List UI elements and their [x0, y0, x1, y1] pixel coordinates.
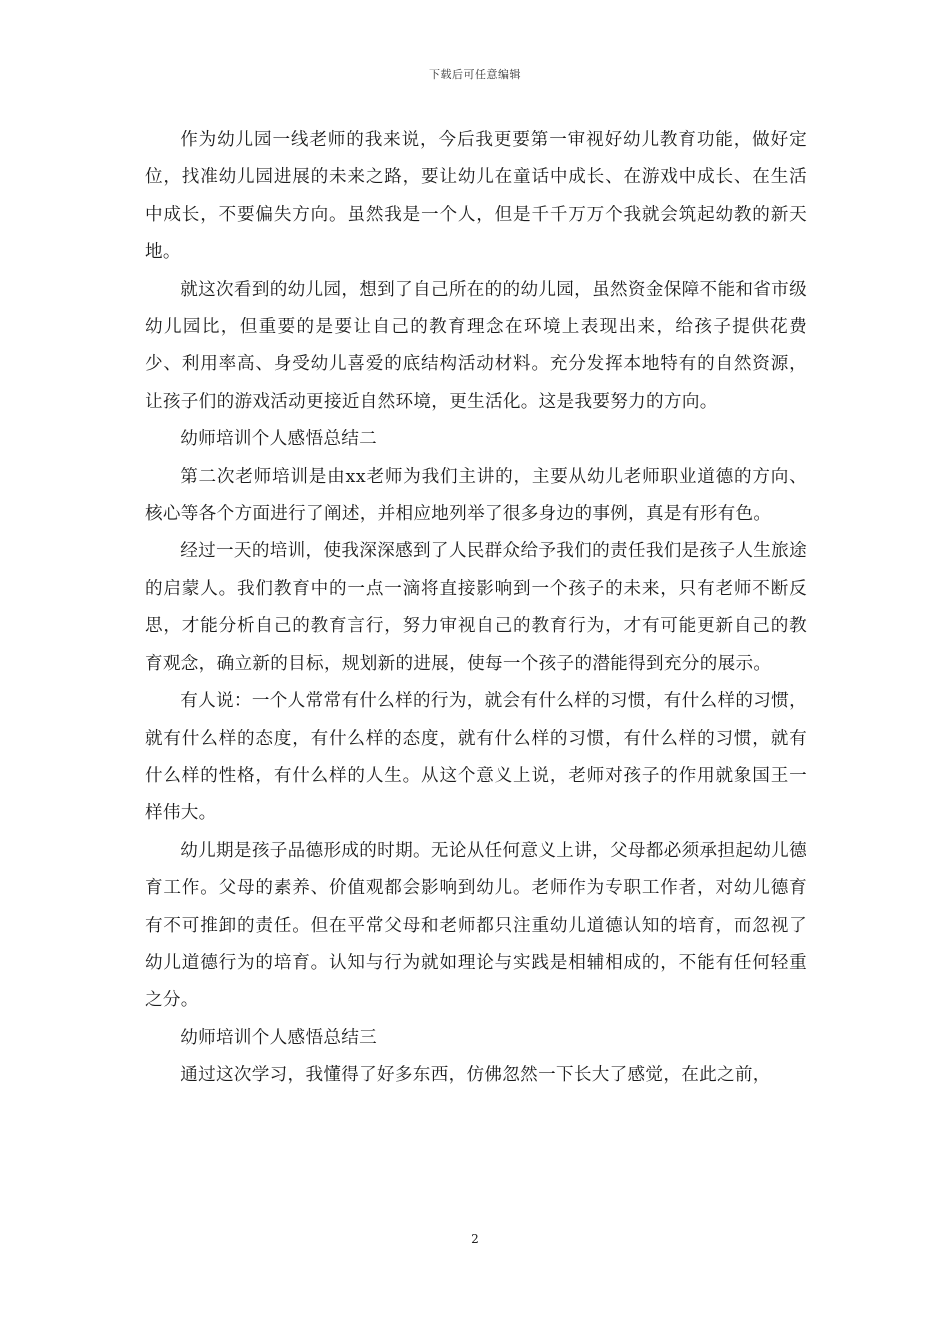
document-body	[145, 122, 807, 1095]
paragraph: 经过一天的培训，使我深深感到了人民群众给予我们的责任我们是孩子人生旅途的启蒙人。我们教育中的一点一滴将直接影响到一个孩子的未来，只有老师不断反思，才能分析自己的教育言行，努力审视自己的教育行为，才有可能更新自己的教育观念，确立新的目标，规划新的进展，使每一个孩子的潜能得到充分的展示。	[145, 541, 807, 674]
paragraph: 作为幼儿园一线老师的我来说，今后我更要第一审视好幼儿教育功能，做好定位，找准幼儿园进展的未来之路，要让幼儿在童话中成长、在游戏中成长、在生活中成长，不要偏失方向。虽然我是一个人，但是千千万万个我就会筑起幼教的新天地。	[145, 130, 807, 263]
paragraph: 通过这次学习，我懂得了好多东西，仿佛忽然一下长大了感觉，在此之前，	[180, 1065, 771, 1086]
paragraph: 幼儿期是孩子品德形成的时期。无论从任何意义上讲，父母都必须承担起幼儿德育工作。父母的素养、价值观都会影响到幼儿。老师作为专职工作者，对幼儿德育有不可推卸的责任。但在平常父母和老师都只注重幼儿道德认知的培育，而忽视了幼儿道德行为的培育。认知与行为就如理论与实践是相辅相成的，不能有任何轻重之分。	[145, 840, 807, 1011]
paragraph: 就这次看到的幼儿园，想到了自己所在的的幼儿园，虽然资金保障不能和省市级幼儿园比，但重要的是要让自己的教育理念在环境上表现出来，给孩子提供花费少、利用率高、身受幼儿喜爱的底结构活动材料。充分发挥本地特有的自然资源，让孩子们的游戏活动更接近自然环境，更生活化。这是我要努力的方向。	[145, 279, 807, 412]
paragraph: 有人说：一个人常常有什么样的行为，就会有什么样的习惯，有什么样的习惯，就有什么样的态度，有什么样的态度，就有什么样的习惯，有什么样的习惯，就有什么样的性格，有什么样的人生。从这个意义上说，老师对孩子的作用就象国王一样伟大。	[145, 691, 807, 824]
page-number: 2	[471, 1232, 479, 1246]
page-header: 下载后可任意编辑	[429, 68, 521, 81]
section-heading: 幼师培训个人感悟总结三	[180, 1027, 378, 1048]
paragraph: 第二次老师培训是由xx老师为我们主讲的，主要从幼儿老师职业道德的方向、核心等各个方面进行了阐述，并相应地列举了很多身边的事例，真是有形有色。	[145, 466, 807, 525]
section-heading: 幼师培训个人感悟总结二	[180, 429, 378, 450]
